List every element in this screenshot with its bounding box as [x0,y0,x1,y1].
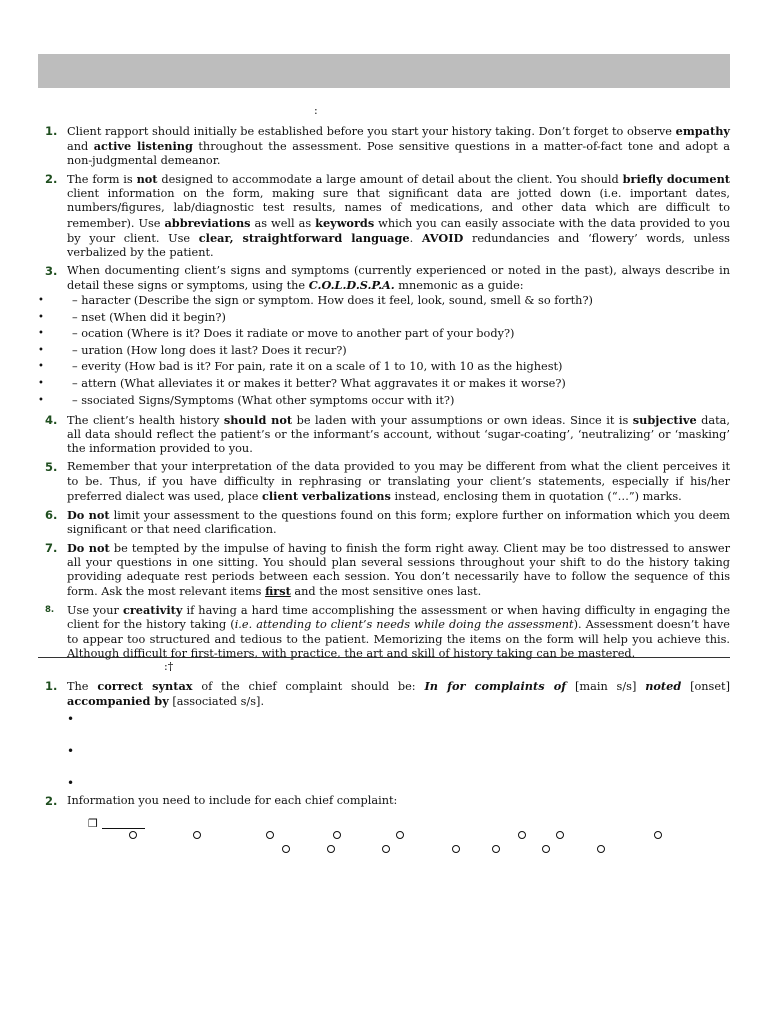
item-number: 4. [45,413,58,428]
bullet-icon: • [67,744,75,758]
mnemonic-text: – haracter (Describe the sign or symptom. How does it feel, look, sound, smell & so forth?) [72,294,593,308]
section-title-colon: : [314,104,318,117]
radio-circle-icon[interactable] [382,845,390,853]
bullet-icon: • [67,776,75,790]
item-number: 3. [45,263,58,278]
radio-circle-icon[interactable] [396,831,404,839]
radio-circle-icon[interactable] [333,831,341,839]
radio-circle-icon[interactable] [266,831,274,839]
bullet-icon: • [38,361,44,373]
item-text: Client rapport should initially be established before you start your history taking. Don’t forget to observe empathy and active listening throughout the assessment. Pose sensitive questions in a matter-of-fact tone and adopt a non-judgmental demeanor. [67,124,730,168]
mnemonic-text: – ocation (Where is it? Does it radiate or move to another part of your body?) [72,327,515,341]
mnemonic-item [38,310,730,327]
header-bar [38,54,730,88]
section-divider [38,657,730,658]
radio-circle-icon[interactable] [518,831,526,839]
list-item [38,460,730,503]
list-item [38,172,730,260]
mnemonic-item [38,393,730,410]
guidelines-list [38,124,730,661]
list-item [38,794,730,807]
item-text: The client’s health history should not be laden with your assumptions or own ideas. Since it is subjective data, all data should reflect the patient’s or the informant’s account, without ‘sugar-coating’, ‘neutralizing’ or ‘masking’ the information provided to you. [67,413,730,456]
item-text: Use your creativity if having a hard time accomplishing the assessment or when having difficulty in engaging the client for the history taking (i.e. attending to client’s needs while doing the assessment). Assessment doesn’t have to appear too structured and tedious to the patient. Memorizing the items on the form will help you achieve this. Although difficult for first-timers, with practice, the art and skill of history taking can be mastered. [67,603,730,660]
chief-complaint-info [38,794,730,811]
item-number: 6. [45,507,58,522]
item-number: 8. [45,605,55,616]
guidelines-section [38,124,730,665]
item-number: 2. [45,794,58,808]
list-item [38,541,730,599]
mnemonic-item [38,293,730,310]
radio-circle-icon[interactable] [597,845,605,853]
radio-circle-icon[interactable] [542,845,550,853]
bullet-icon: • [38,378,44,389]
bullet-icon: • [38,295,44,307]
list-item [38,413,730,456]
list-item [38,264,730,409]
mnemonic-item [38,376,730,393]
mnemonic-text: – ssociated Signs/Symptoms (What other symptoms occur with it?) [72,393,455,407]
radio-circle-icon[interactable] [556,831,564,839]
mnemonic-item [38,359,730,376]
mnemonic-list [38,293,730,409]
bullet-icon: • [38,328,44,340]
item-text: When documenting client’s signs and symptoms (currently experienced or noted in the past), always describe in detail these signs or symptoms, using the C.O.L.D.S.P.A. mnemonic as a guide: [67,263,730,292]
mnemonic-item [38,326,730,343]
blank-line [102,828,145,829]
mnemonic-text: – nset (When did it begin?) [72,310,226,324]
radio-circle-icon[interactable] [282,845,290,853]
radio-circle-icon[interactable] [129,831,137,839]
item-text: Do not limit your assessment to the questions found on this form; explore further on information which you deem significant or that need clarification. [67,507,730,536]
mnemonic-text: – everity (How bad is it? For pain, rate it on a scale of 1 to 10, with 10 as the highest) [72,360,563,374]
radio-circle-icon[interactable] [492,845,500,853]
item-text: Remember that your interpretation of the data provided to you may be different from what the client perceives it to be. Thus, if you have difficulty in rephrasing or translating your client’s statements, especially if his/her preferred dialect was used, place client verbalizations instead, enclosing them in quotation (“…”) marks. [67,460,730,503]
list-item [38,124,730,168]
chief-complaint-section [38,679,730,713]
item-text: Do not be tempted by the impulse of having to finish the form right away. Client may be too distressed to answer all your questions in one sitting. You should plan several sessions throughout your shift to do the history taking providing adequate rest periods between each session. You don’t necessarily have to follow the sequence of this form. Ask the most relevant items first and the most sensitive ones last. [67,540,730,599]
item-text: The correct syntax of the chief complaint should be: In for complaints of [main s/s] noted [onset] accompanied by [associated s/s]. [67,679,730,709]
mnemonic-item [38,343,730,360]
item-number: 1. [45,679,58,693]
item-number: 1. [45,124,58,138]
mnemonic-text: – attern (What alleviates it or makes it better? What aggravates it or makes it worse?) [72,377,566,390]
item-number: 2. [45,172,58,187]
chief-complaint-heading-mark: :† [164,660,174,673]
radio-circle-icon[interactable] [654,831,662,839]
bullet-icon: • [67,712,75,726]
radio-circle-icon[interactable] [193,831,201,839]
bullet-icon: • [38,344,44,356]
bullet-icon: • [38,394,44,406]
checkbox-icon[interactable]: ❒ [88,817,98,830]
radio-circle-icon[interactable] [452,845,460,853]
item-number: 5. [45,460,58,475]
item-text: The form is not designed to accommodate a large amount of detail about the client. You should briefly document client information on the form, making sure that significant data are jotted down (i.e. important dates, numbers/figures, lab/diagnostic test results, names of medications, and other data which are difficult to remember). Use abbreviations as well as keywords which you can easily associate with the data provided to you by your client. Use clear, straightforward language. AVOID redundancies and ‘flowery’ words, unless verbalized by the patient. [67,172,730,259]
item-number: 7. [45,540,58,555]
list-item [38,508,730,537]
bullet-icon: • [38,311,44,323]
list-item [38,679,730,709]
item-text: Information you need to include for each chief complaint: [67,794,398,807]
mnemonic-text: – uration (How long does it last? Does it recur?) [72,343,347,357]
radio-circle-icon[interactable] [327,845,335,853]
list-item [38,603,730,660]
